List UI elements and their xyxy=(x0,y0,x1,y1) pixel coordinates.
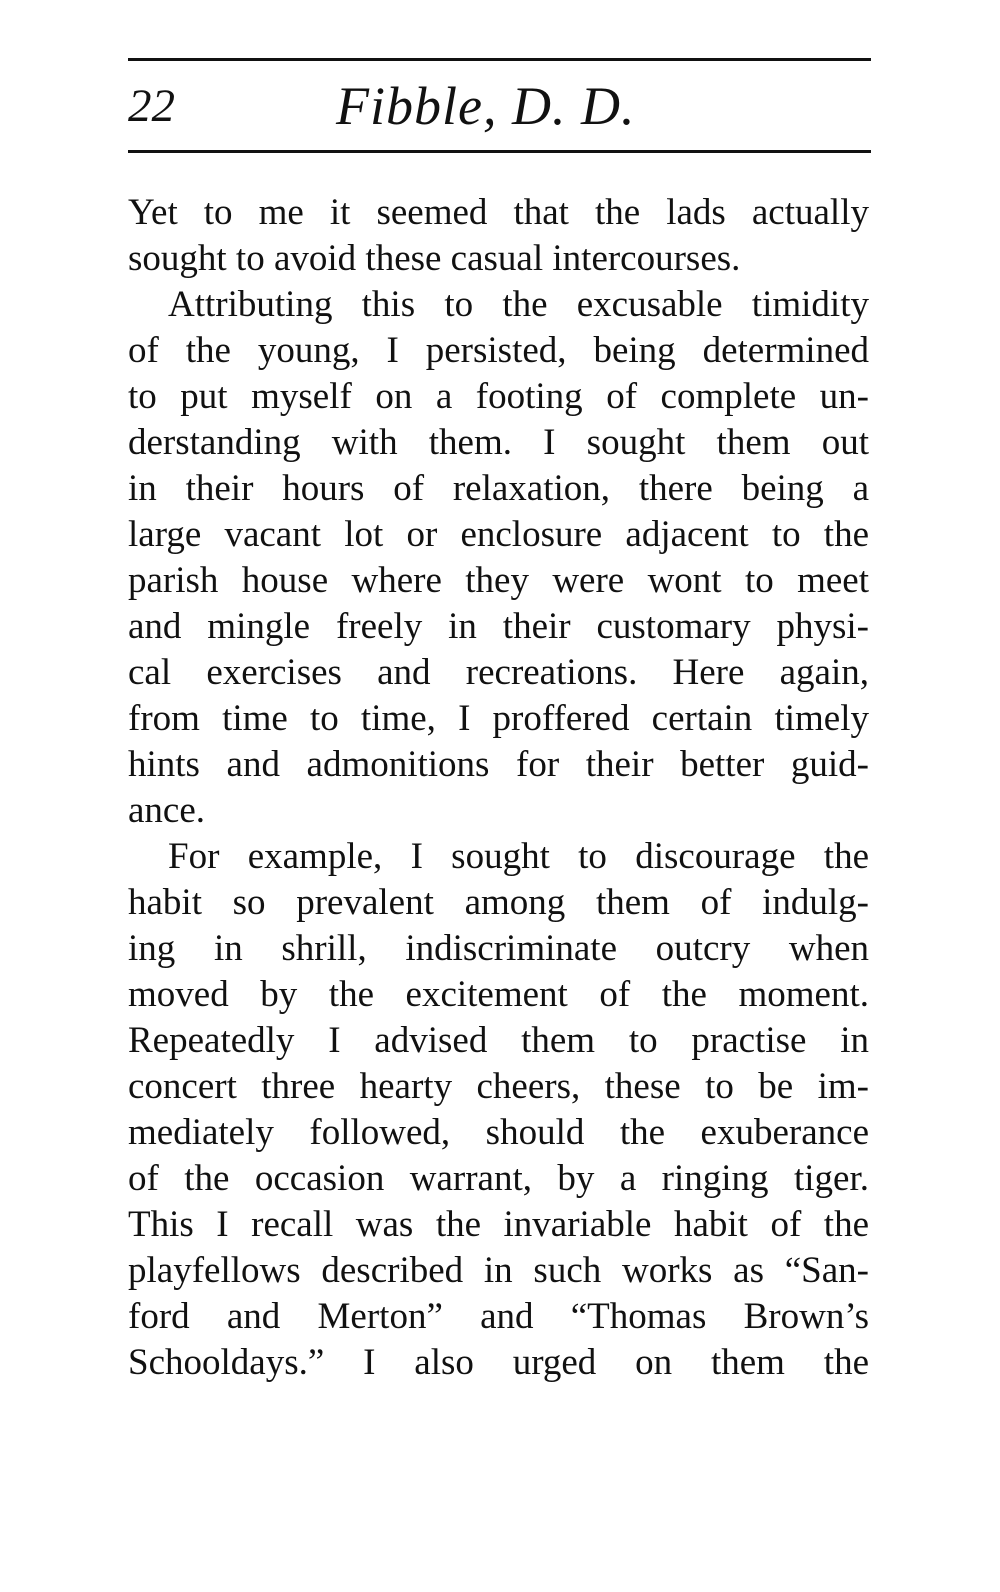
text-line: ance. xyxy=(128,790,206,831)
text-line: of the young, I persisted, being determined xyxy=(128,330,869,371)
text-line: concert three hearty cheers, these to be im- xyxy=(128,1066,869,1107)
text-line: cal exercises and recreations. Here again, xyxy=(128,652,869,693)
text-line: playfellows described in such works as “San- xyxy=(128,1250,869,1291)
text-line: and mingle freely in their customary physi- xyxy=(128,606,869,647)
text-line: ford and Merton” and “Thomas Brown’s xyxy=(128,1296,869,1337)
text-line: For example, I sought to discourage the xyxy=(168,836,869,877)
running-title: Fibble, D. D. xyxy=(336,76,636,136)
text-line: Schooldays.” I also urged on them the xyxy=(128,1342,869,1383)
text-line: large vacant lot or enclosure adjacent to the xyxy=(128,514,869,555)
text-line: Yet to me it seemed that the lads actually xyxy=(128,192,869,233)
page-header xyxy=(128,64,871,148)
text-line: from time to time, I proffered certain timely xyxy=(128,698,869,739)
text-line: habit so prevalent among them of indulg- xyxy=(128,882,869,923)
text-line: ing in shrill, indiscriminate outcry when xyxy=(128,928,869,969)
text-line: mediately followed, should the exuberance xyxy=(128,1112,869,1153)
header-top-rule xyxy=(128,58,871,61)
text-line: in their hours of relaxation, there being a xyxy=(128,468,869,509)
text-line: hints and admonitions for their better guid- xyxy=(128,744,869,785)
text-line: sought to avoid these casual intercourses. xyxy=(128,238,741,279)
text-line: This I recall was the invariable habit of the xyxy=(128,1204,869,1245)
page-number: 22 xyxy=(128,80,175,132)
text-line: of the occasion warrant, by a ringing tiger. xyxy=(128,1158,869,1199)
text-line: Repeatedly I advised them to practise in xyxy=(128,1020,869,1061)
body-text xyxy=(128,190,869,1386)
text-line: derstanding with them. I sought them out xyxy=(128,422,869,463)
header-bottom-rule xyxy=(128,150,871,153)
text-line: moved by the excitement of the moment. xyxy=(128,974,869,1015)
text-line: Attributing this to the excusable timidity xyxy=(168,284,869,325)
text-line: to put myself on a footing of complete un- xyxy=(128,376,869,417)
text-line: parish house where they were wont to meet xyxy=(128,560,869,601)
